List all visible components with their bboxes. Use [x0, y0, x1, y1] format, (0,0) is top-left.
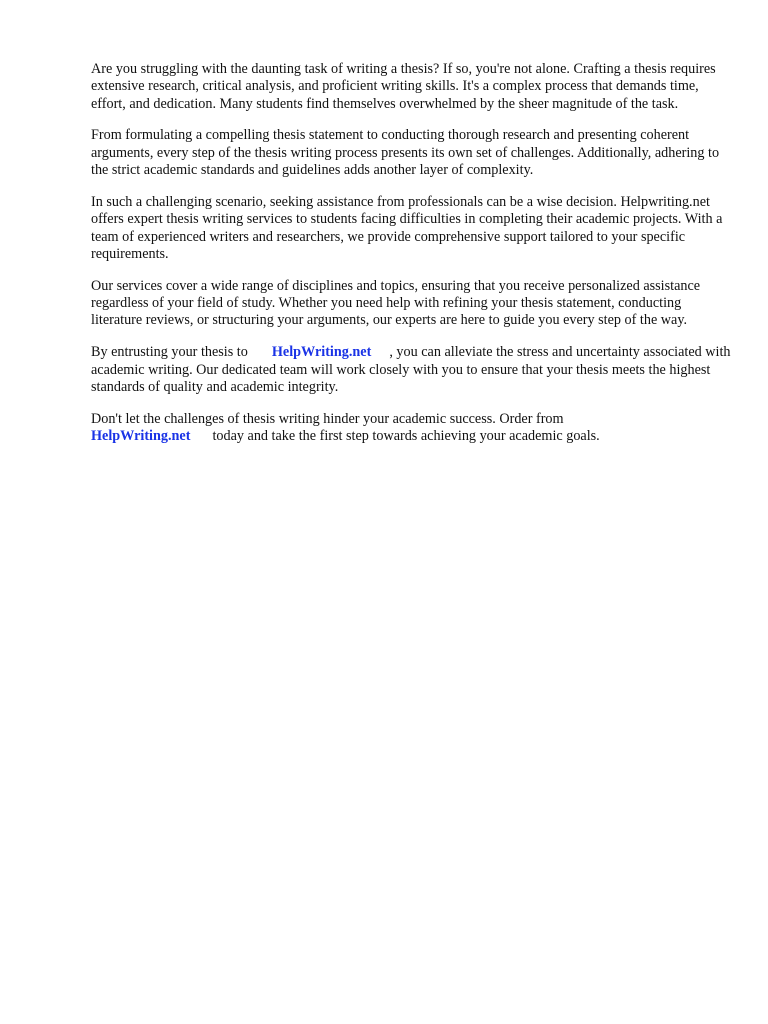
paragraph-order: [91, 411, 731, 446]
helpwriting-link[interactable]: HelpWriting.net: [271, 344, 372, 361]
paragraph-order-tail: today and take the first step towards achieving your academic goals.: [212, 428, 600, 445]
helpwriting-link-order[interactable]: HelpWriting.net: [91, 428, 191, 445]
paragraph-order-lead: Don't let the challenges of thesis writing hinder your academic success. Order from: [91, 410, 564, 427]
paragraph-entrust-lead: By entrusting your thesis to: [91, 344, 248, 361]
paragraph-intro: Are you struggling with the daunting task of writing a thesis? If so, you're not alone. Crafting a thesis requires extensive research, critical analysis, and proficient writing skills. It's a complex process that demands time, effort, and dedication. Many students find themselves overwhelmed by the sheer magnitude of the task.: [91, 61, 716, 112]
paragraph-services: Our services cover a wide range of disciplines and topics, ensuring that you receive personalized assistance regardless of your field of study. Whether you need help with refining your thesis statement, conducting literature reviews, or structuring your arguments, our experts are here to guide you every step of the way.: [91, 277, 701, 329]
document-body: [91, 61, 731, 460]
paragraph-challenges: From formulating a compelling thesis statement to conducting thorough research and presenting coherent arguments, every step of the thesis writing process presents its own set of challenges. Additionally, adhering to the strict academic standards and guidelines adds another layer of complexity.: [91, 127, 720, 179]
paragraph-entrust: [91, 344, 731, 396]
paragraph-entrust-tail: , you can alleviate the stress and uncertainty associated with academic writing. Our dedicated team will work closely with you to ensure that your thesis meets the highest standards of quality and academic integrity.: [91, 344, 731, 395]
paragraph-assistance: In such a challenging scenario, seeking assistance from professionals can be a wise decision. Helpwriting.net offers expert thesis writing services to students facing difficulties in completing their academic projects. With a team of experienced writers and researchers, we provide comprehensive support tailored to your specific requirements.: [91, 193, 723, 262]
